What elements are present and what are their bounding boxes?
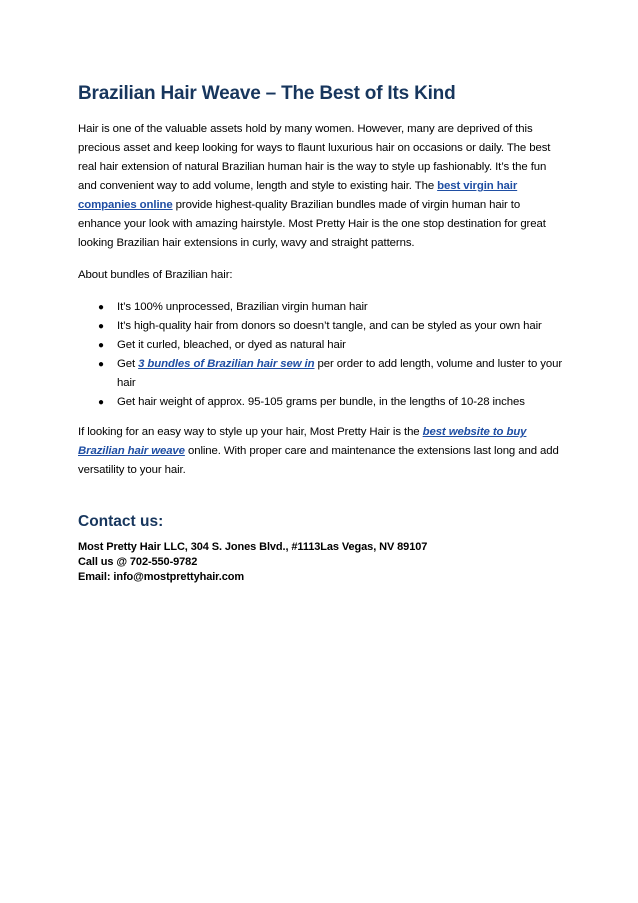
list-item-text: Get hair weight of approx. 95-105 grams per bundle, in the lengths of 10-28 inches [117,396,525,408]
bullet-icon: ● [98,397,104,408]
bullet-icon: ● [98,321,104,332]
intro-paragraph [78,120,564,253]
closing-text-after-link: online. With proper care and maintenance the extensions last long and add versatility to your hair. [78,445,559,476]
page-title: Brazilian Hair Weave – The Best of Its Kind [78,83,456,104]
intro-text-after-link: provide highest-quality Brazilian bundles made of virgin human hair to enhance your look with amazing hairstyle. Most Pretty Hair is the one stop destination for great looking Brazilian hair extensions in curly, wavy and straight patterns. [78,199,546,249]
bundles-list [78,298,564,412]
list-item-text: It’s high-quality hair from donors so doesn’t tangle, and can be styled as your own hair [117,320,542,332]
list-item [78,317,564,336]
document-content [78,82,564,585]
list-item [78,355,564,393]
list-item-text: It’s 100% unprocessed, Brazilian virgin human hair [117,301,368,313]
virgin-hair-companies-link[interactable]: best virgin hair companies online [78,180,518,211]
contact-address: Most Pretty Hair LLC, 304 S. Jones Blvd., #1113Las Vegas, NV 89107 [78,541,428,553]
bullet-icon: ● [98,340,104,351]
best-website-link[interactable]: best website to buy Brazilian hair weave [78,426,527,457]
list-item [78,336,564,355]
hair-sew-in-link[interactable]: 3 bundles of Brazilian hair sew in [138,358,315,370]
closing-paragraph [78,423,564,480]
bullet-icon: ● [98,302,104,313]
list-item [78,393,564,412]
contact-heading: Contact us: [78,513,164,530]
bullet-icon: ● [98,359,104,370]
bundles-heading: About bundles of Brazilian hair: [78,269,233,281]
intro-text-before-link: Hair is one of the valuable assets hold by many women. However, many are deprived of this precious asset and keep looking for ways to flaunt luxurious hair on occasions or daily. The best real hair extension of natural Brazilian human hair is the way to style up fashionably. It’s the fun and convenient way to add volume, length and style to existing hair. The [78,123,551,192]
contact-phone: Call us @ 702-550-9782 [78,556,198,568]
list-item-prefix: Get [117,358,139,370]
closing-text-before-link: If looking for an easy way to style up your hair, Most Pretty Hair is the [78,426,423,438]
contact-email: Email: info@mostprettyhair.com [78,571,245,583]
list-item-suffix: per order to add length, volume and luster to your hair [117,358,563,389]
list-item [78,298,564,317]
list-item-text: Get it curled, bleached, or dyed as natural hair [117,339,346,351]
